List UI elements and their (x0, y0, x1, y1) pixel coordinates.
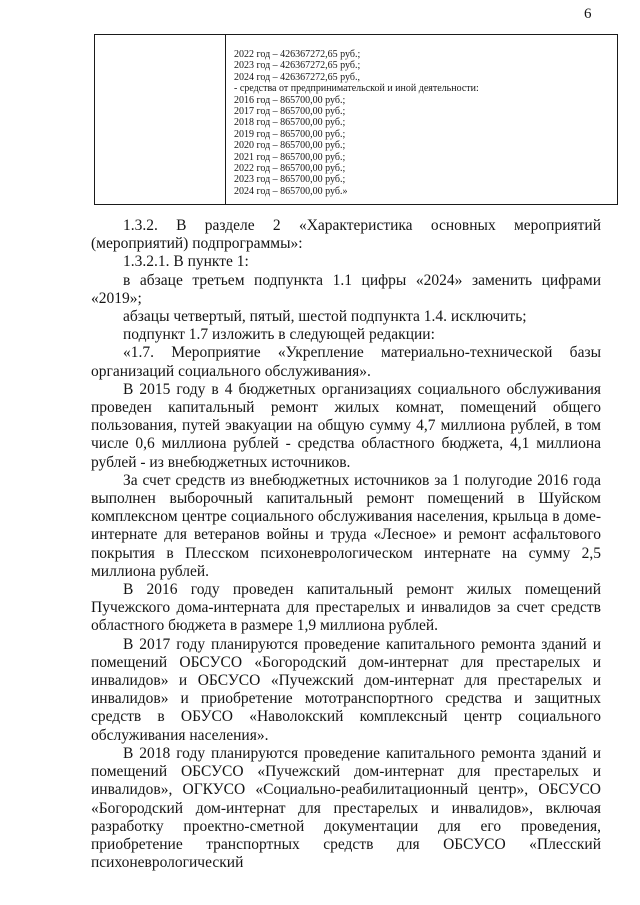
funding-line: 2023 год – 426367272,65 руб.; (234, 60, 361, 72)
funding-line: 2024 год – 426367272,65 руб., (234, 71, 360, 83)
paragraph-2016: В 2016 году проведен капитальный ремонт жилых помещений Пучежского дома-интерната для престарелых и инвалидов за счет средств областного бюджета в размере 1,9 миллиона рублей. (91, 581, 601, 635)
funding-table-left-cell (95, 35, 226, 204)
paragraph-2018: В 2018 году планируются проведение капитального ремонта зданий и помещений ОБСУСО «Пучежский дом-интернат для престарелых и инвалидов», ОГКУСО «Социально-реабилитационный центр», ОБСУСО «Богородский дом-интернат для престарелых и инвалидов», включая разработку проектно-сметной документации для его проведения, приобретение транспортных средств для ОБСУСО «Плесский психоневрологический (91, 744, 601, 872)
paragraph-change-1: в абзаце третьем подпункта 1.1 цифры «2024» заменить цифрами «2019»; (91, 271, 601, 307)
funding-line: 2020 год – 865700,00 руб.; (234, 140, 346, 152)
funding-line: 2022 год – 426367272,65 руб.; (234, 49, 361, 60)
paragraph-change-3: подпункт 1.7 изложить в следующей редакции: (123, 326, 435, 344)
funding-table (94, 34, 618, 205)
paragraph-measure-1-7: «1.7. Мероприятие «Укрепление материально-технической базы организаций социального обслуживания». (91, 344, 601, 380)
funding-line: 2021 год – 865700,00 руб.; (234, 151, 346, 163)
funding-line: 2024 год – 865700,00 руб.» (234, 185, 348, 197)
funding-line: 2017 год – 865700,00 руб.; (234, 106, 346, 118)
paragraph-item-1-3-2-1: 1.3.2.1. В пункте 1: (123, 253, 249, 271)
paragraph-section-2-heading: 1.3.2. В разделе 2 «Характеристика основных мероприятий (мероприятий) подпрограммы»: (91, 217, 601, 253)
funding-line: 2022 год – 865700,00 руб.; (234, 163, 346, 175)
paragraph-change-2: абзацы четвертый, пятый, шестой подпункта 1.4. исключить; (123, 308, 527, 326)
paragraph-2016-extrabudget: За счет средств из внебюджетных источников за 1 полугодие 2016 года выполнен выборочный капитальный ремонт помещений в Шуйском комплексном центре социального обслуживания населения, крыльца в доме-интернате для ветеранов войны и труда «Лесное» и ремонт асфальтового покрытия в Плесском психоневрологическом интернате на сумму 2,5 миллиона рублей. (91, 471, 601, 580)
document-body (91, 217, 601, 872)
funding-line: 2016 год – 865700,00 руб.; (234, 94, 346, 106)
paragraph-2015: В 2015 году в 4 бюджетных организациях социального обслуживания проведен капитальный ремонт жилых комнат, помещений общего пользования, путей эвакуации на общую сумму 4,7 миллиона рублей, в том числе 0,6 миллиона рублей - средства областного бюджета, 4,1 миллиона рублей - из внебюджетных источников. (91, 380, 601, 471)
paragraph-2017: В 2017 году планируются проведение капитального ремонта зданий и помещений ОБСУСО «Богородский дом-интернат для престарелых и инвалидов» и ОБСУСО «Пучежский дом-интернат для престарелых и инвалидов» и приобретение мототранспортного средства и защитных средств в ОБУСО «Наволокский комплексный центр социального обслуживания населения». (91, 635, 601, 744)
funding-line: 2019 год – 865700,00 руб.; (234, 128, 346, 140)
page-number: 6 (584, 6, 592, 22)
funding-line: 2023 год – 865700,00 руб.; (234, 174, 346, 186)
funding-line: - средства от предпринимательской и иной деятельности: (234, 83, 479, 95)
funding-line: 2018 год – 865700,00 руб.; (234, 117, 346, 129)
funding-table-right-cell (234, 49, 479, 197)
